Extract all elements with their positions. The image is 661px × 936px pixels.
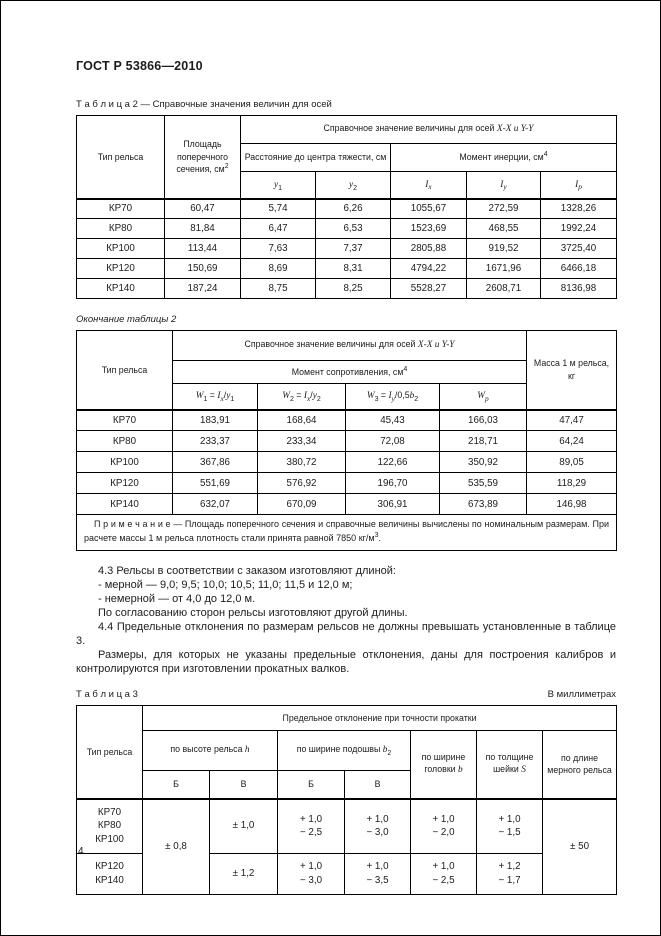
cell: 5528,27 — [391, 279, 467, 299]
paragraph-4-4: 4.4 Предельные отклонения по размерам рельсов не должны превышать установленные в таблице 3. — [76, 621, 616, 647]
table2-header-area: Площадь поперечного сечения, $см^2$ — [165, 116, 241, 199]
cell-sole-v: + 1,0 − 3,5 — [345, 854, 411, 895]
table-row — [77, 410, 617, 431]
table-row — [77, 219, 617, 239]
cell: 8,75 — [241, 279, 316, 299]
table2-header-distance: Расстояние до центра тяжести, см — [241, 144, 391, 172]
table3-subheader-b: Б — [143, 771, 210, 799]
cell-height-v: ± 1,0 — [210, 799, 278, 854]
cell: 196,70 — [346, 473, 440, 494]
table2-header-ip: $I_p$ — [541, 172, 617, 199]
cell: 8,31 — [316, 259, 391, 279]
table2-header-y2: $y_2$ — [316, 172, 391, 199]
cell-length: ± 50 — [543, 799, 617, 895]
cell: 551,69 — [173, 473, 258, 494]
table2e-header-w2: $W_2 = I_x/y_2$ — [258, 384, 346, 410]
cell: 218,71 — [440, 431, 527, 452]
cell: 306,91 — [346, 494, 440, 515]
cell: 1992,24 — [541, 219, 617, 239]
table3-tolerances — [76, 705, 617, 895]
table2e-header-resistance: Момент сопротивления, $см^4$ — [173, 361, 527, 384]
table2e-header-w1: $W_1 = I_x/y_1$ — [173, 384, 258, 410]
table3-header-length: по длине мерного рельса — [543, 731, 617, 799]
cell: 468,55 — [467, 219, 541, 239]
cell: 183,91 — [173, 410, 258, 431]
table-row — [77, 431, 617, 452]
cell: 7,63 — [241, 239, 316, 259]
cell: 233,34 — [258, 431, 346, 452]
cell-height-b: ± 0,8 — [143, 799, 210, 895]
rail-type-cell: КР100 — [77, 452, 173, 473]
table3-header-height: по высоте рельса h — [143, 731, 278, 771]
cell: 272,59 — [467, 199, 541, 219]
cell-neck: + 1,0 − 1,5 — [477, 799, 543, 854]
table3-subheader-v: В — [210, 771, 278, 799]
cell: 118,29 — [527, 473, 617, 494]
cell: 3725,40 — [541, 239, 617, 259]
cell: 535,59 — [440, 473, 527, 494]
table-row — [77, 494, 617, 515]
table-row — [77, 239, 617, 259]
table-row — [77, 259, 617, 279]
cell: 1523,69 — [391, 219, 467, 239]
table2e-header-mass: Масса 1 м рельса, кг — [527, 331, 617, 410]
rail-type-cell: КР80 — [77, 219, 165, 239]
cell: 632,07 — [173, 494, 258, 515]
cell: 8,25 — [316, 279, 391, 299]
cell: 187,24 — [165, 279, 241, 299]
rail-type-cell: КР100 — [77, 239, 165, 259]
cell: 1328,26 — [541, 199, 617, 219]
rail-type-cell: КР120 — [77, 259, 165, 279]
table-row — [77, 799, 617, 854]
cell: 47,47 — [527, 410, 617, 431]
table2-caption: Т а б л и ц а 2 — Справочные значения величин для осей — [76, 99, 332, 110]
cell: 72,08 — [346, 431, 440, 452]
paragraph-calibers: Размеры, для которых не указаны предельные отклонения, даны для построения калибров и контролируются при изготовлении прокатных валков. — [76, 649, 616, 675]
table3-caption-row — [76, 689, 616, 700]
cell: 8136,98 — [541, 279, 617, 299]
table2e-header-w3: $W_3 = I_y/0,5b_2$ — [346, 384, 440, 410]
rail-type-cell: КР70 — [77, 199, 165, 219]
cell-sole-b: + 1,0 − 3,0 — [278, 854, 345, 895]
table-row — [77, 473, 617, 494]
cell: 81,84 — [165, 219, 241, 239]
table3-header-head-width: по ширине головки b — [411, 731, 477, 799]
table2-header-rail-type: Тип рельса — [77, 116, 165, 199]
table3-subheader-v: В — [345, 771, 411, 799]
page-number: 4 — [78, 846, 84, 857]
cell: 150,69 — [165, 259, 241, 279]
table-note: П р и м е ч а н и е — Площадь поперечного сечения и справочные величины вычислены по номинальным размерам. При расчете массы 1 м рельса плотность стали принята равной 7850 $кг/м^3$. — [77, 515, 617, 551]
cell: 8,69 — [241, 259, 316, 279]
cell: 6466,18 — [541, 259, 617, 279]
cell: 122,66 — [346, 452, 440, 473]
paragraph-agreement: По согласованию сторон рельсы изготовляют другой длины. — [98, 607, 408, 619]
cell: 367,86 — [173, 452, 258, 473]
table2e-header-axes: Справочное значение величины для осей X-X и Y-Y — [173, 331, 527, 361]
table2e-header-rail-type: Тип рельса — [77, 331, 173, 410]
table2-header-y1: $y_1$ — [241, 172, 316, 199]
document-code: ГОСТ Р 53866—2010 — [76, 59, 203, 73]
body-text — [76, 564, 616, 676]
cell: 5,74 — [241, 199, 316, 219]
table3-header-rail-type: Тип рельса — [77, 706, 143, 799]
cell: 168,64 — [258, 410, 346, 431]
cell: 6,53 — [316, 219, 391, 239]
cell: 1055,67 — [391, 199, 467, 219]
cell: 4794,22 — [391, 259, 467, 279]
rail-type-cell: КР120 — [77, 473, 173, 494]
table2-axes-reference — [76, 115, 617, 299]
cell-head: + 1,0 − 2,5 — [411, 854, 477, 895]
list-item-measured-length: - мерной — 9,0; 9,5; 10,0; 10,5; 11,0; 11,5 и 12,0 м; — [98, 579, 353, 591]
rail-type-cell: КР120 КР140 — [77, 854, 143, 895]
rail-type-cell: КР80 — [77, 431, 173, 452]
rail-type-cell: КР70 — [77, 410, 173, 431]
table-row — [77, 452, 617, 473]
cell: 233,37 — [173, 431, 258, 452]
cell-neck: + 1,2 − 1,7 — [477, 854, 543, 895]
table2-header-iy: $I_y$ — [467, 172, 541, 199]
cell: 350,92 — [440, 452, 527, 473]
rail-type-cell: КР140 — [77, 279, 165, 299]
table-row — [77, 279, 617, 299]
table3-caption: Т а б л и ц а 3 — [76, 689, 138, 700]
cell: 89,05 — [527, 452, 617, 473]
cell: 1671,96 — [467, 259, 541, 279]
table2-header-axes: Справочное значение величины для осей X-X и Y-Y — [241, 116, 617, 144]
cell-sole-b: + 1,0 − 2,5 — [278, 799, 345, 854]
cell: 146,98 — [527, 494, 617, 515]
cell: 576,92 — [258, 473, 346, 494]
cell: 380,72 — [258, 452, 346, 473]
table3-header-main: Предельное отклонение при точности прокатки — [143, 706, 617, 731]
rail-type-cell: КР70 КР80 КР100 — [77, 799, 143, 854]
table2e-header-wp: $W_p$ — [440, 384, 527, 410]
cell: 6,47 — [241, 219, 316, 239]
cell: 670,09 — [258, 494, 346, 515]
table3-header-neck-thickness: по толщине шейки S — [477, 731, 543, 799]
table2-continuation-label: Окончание таблицы 2 — [76, 314, 177, 325]
rail-type-cell: КР140 — [77, 494, 173, 515]
paragraph-4-3: 4.3 Рельсы в соответствии с заказом изготовляют длиной: — [98, 565, 396, 577]
cell-sole-v: + 1,0 − 3,0 — [345, 799, 411, 854]
table3-header-sole: по ширине подошвы $b_2$ — [278, 731, 411, 771]
cell: 113,44 — [165, 239, 241, 259]
table2-header-inertia: Момент инерции, $см^4$ — [391, 144, 617, 172]
cell: 673,89 — [440, 494, 527, 515]
table3-subheader-b: Б — [278, 771, 345, 799]
table2-end-resistance — [76, 330, 617, 551]
cell: 60,47 — [165, 199, 241, 219]
table2-header-ix: $I_x$ — [391, 172, 467, 199]
cell: 2608,71 — [467, 279, 541, 299]
table-row — [77, 199, 617, 219]
cell: 7,37 — [316, 239, 391, 259]
cell: 2805,88 — [391, 239, 467, 259]
cell: 166,03 — [440, 410, 527, 431]
cell: 919,52 — [467, 239, 541, 259]
table3-unit-note: В миллиметрах — [547, 689, 616, 700]
cell: 64,24 — [527, 431, 617, 452]
list-item-unmeasured-length: - немерной — от 4,0 до 12,0 м. — [98, 593, 256, 605]
cell-height-v: ± 1,2 — [210, 854, 278, 895]
cell-head: + 1,0 − 2,0 — [411, 799, 477, 854]
table-note-row — [77, 515, 617, 551]
cell: 45,43 — [346, 410, 440, 431]
cell: 6,26 — [316, 199, 391, 219]
